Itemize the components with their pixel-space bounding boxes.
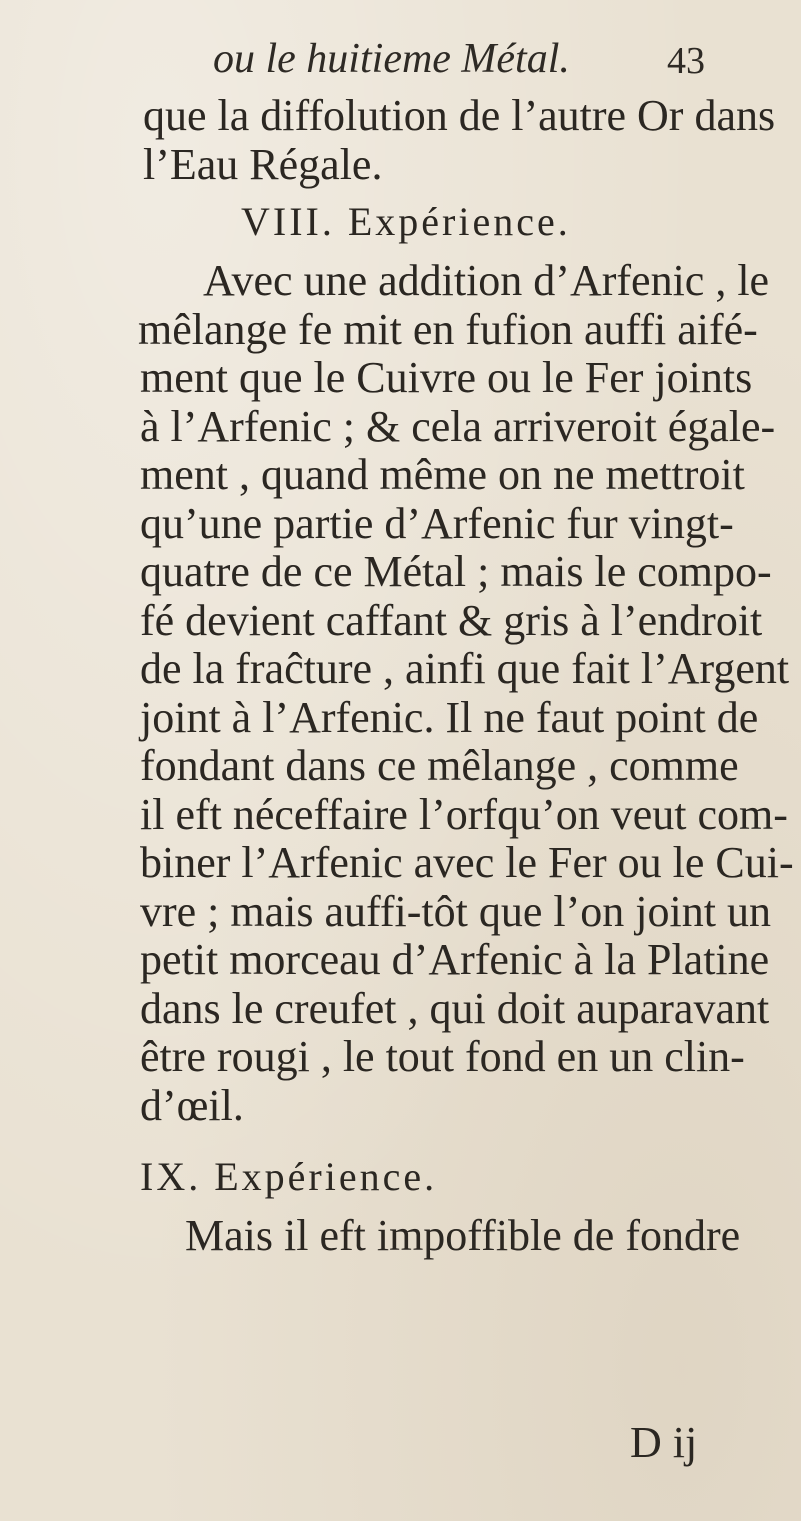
page-number: 43 — [667, 40, 705, 82]
signature-mark: D ij — [630, 1418, 698, 1467]
text-line: petit morceau d’Arfenic à la Platine — [140, 935, 770, 984]
text-line: ment que le Cuivre ou le Fer joints — [140, 353, 753, 402]
text-line: biner l’Arfenic avec le Fer ou le Cui- — [140, 838, 794, 887]
text-line: à l’Arfenic ; & cela arriveroit égale- — [140, 401, 776, 451]
running-head — [0, 32, 801, 92]
text-line: quatre de ce Métal ; mais le compo- — [140, 547, 772, 596]
text-line: Avec une addition d’Arfenic , le — [203, 256, 770, 305]
text-line: d’œil. — [140, 1080, 244, 1130]
text-line: fé devient caffant & gris à l’endroit — [140, 595, 763, 645]
text-line: fondant dans ce mêlange , comme — [140, 741, 739, 790]
text-line: être rougi , le tout fond en un clin- — [140, 1032, 745, 1081]
text-line: il eft néceffaire l’orfqu’on veut com- — [140, 789, 788, 839]
running-title: ou le huitieme Métal. — [213, 36, 570, 82]
text-line: ment , quand même on ne mettroit — [140, 450, 745, 499]
text-line: qu’une partie d’Arfenic fur vingt- — [140, 498, 734, 548]
text-line: l’Eau Régale. — [143, 139, 383, 189]
text-line: de la fraĉture , ainfi que fait l’Argent — [140, 644, 790, 693]
text-line: Mais il eft impoffible de fondre — [185, 1211, 741, 1260]
text-line: joint à l’Arfenic. Il ne faut point de — [140, 692, 759, 742]
text-line: vre ; mais auffi-tôt que l’on joint un — [140, 886, 771, 936]
section-heading: VIII. Expérience. — [241, 199, 571, 244]
text-line: que la diffolution de l’autre Or dans — [143, 91, 776, 140]
text-line: mêlange fe mit en fufion auffi aifé- — [138, 304, 758, 354]
text-line: dans le creufet , qui doit auparavant — [140, 983, 770, 1033]
body-text — [0, 92, 801, 1261]
section-heading: IX. Expérience. — [140, 1154, 438, 1199]
